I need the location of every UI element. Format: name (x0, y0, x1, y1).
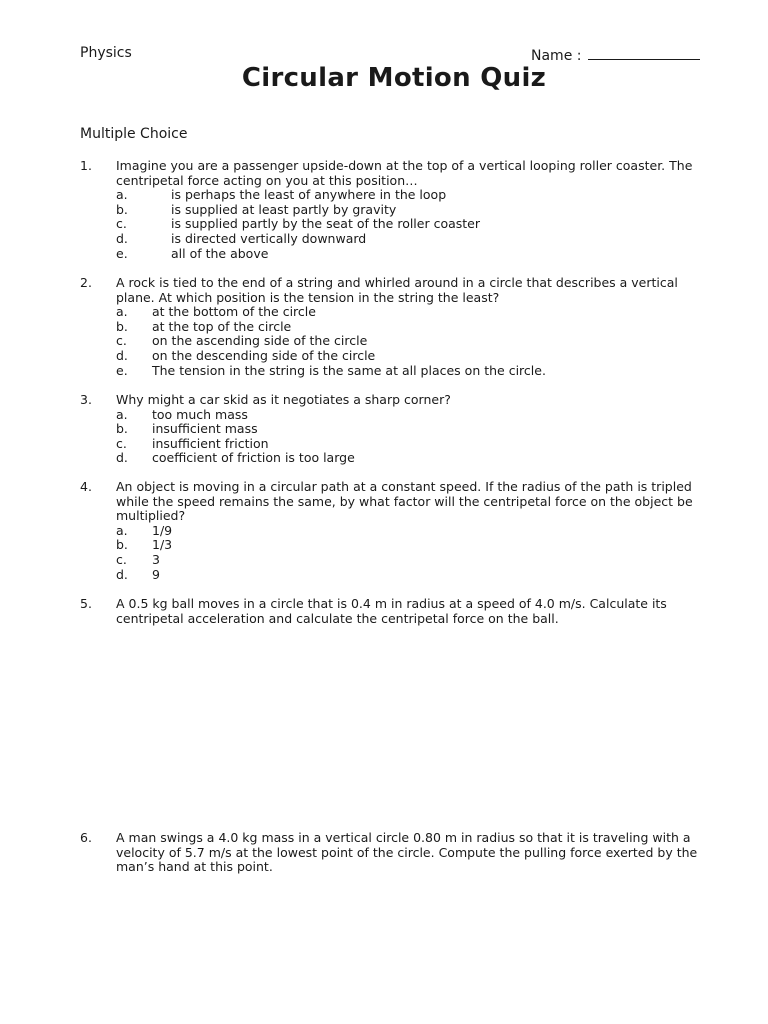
question-text: A rock is tied to the end of a string and whirled around in a circle that describes a vertical plane. At which position is the tension in the string the least? (116, 275, 678, 305)
question-6 (80, 831, 710, 875)
name-blank-line (588, 45, 700, 60)
option-letter: d. (116, 566, 128, 582)
option-c (116, 553, 710, 568)
option-text: is supplied at least partly by gravity (171, 201, 397, 217)
option-e (116, 364, 710, 379)
question-text: An object is moving in a circular path at a constant speed. If the radius of the path is tripled while the speed remains the same, by what factor will the centripetal force on the object be multiplied? (116, 479, 693, 524)
section-heading: Multiple Choice (80, 126, 188, 142)
question-number: 6. (80, 830, 92, 845)
name-field (531, 45, 700, 64)
question-text: Imagine you are a passenger upside-down at the top of a vertical looping roller coaster. The centripetal force acting on you at this position… (116, 158, 693, 188)
question-number: 2. (80, 275, 92, 290)
option-letter: c. (116, 551, 127, 567)
option-letter: a. (116, 304, 128, 320)
option-a (116, 305, 710, 320)
option-text: insufficient mass (152, 421, 258, 437)
option-letter: b. (116, 537, 128, 553)
option-letter: c. (116, 435, 127, 451)
option-c (116, 437, 710, 452)
option-b (116, 422, 710, 437)
option-letter: e. (116, 245, 128, 261)
option-a (116, 524, 710, 539)
option-e (116, 247, 710, 262)
option-c (116, 217, 710, 232)
option-letter: a. (116, 406, 128, 422)
option-d (116, 232, 710, 247)
option-letter: e. (116, 362, 128, 378)
option-d (116, 349, 710, 364)
option-b (116, 203, 710, 218)
option-a (116, 408, 710, 423)
name-label: Name : (531, 48, 582, 64)
option-letter: d. (116, 450, 128, 466)
option-b (116, 538, 710, 553)
option-letter: d. (116, 230, 128, 246)
option-text: is supplied partly by the seat of the roller coaster (171, 216, 481, 232)
option-text: too much mass (152, 406, 248, 422)
option-letter: d. (116, 347, 128, 363)
option-text: at the bottom of the circle (152, 304, 316, 320)
option-letter: b. (116, 318, 128, 334)
option-text: 1/3 (152, 537, 173, 553)
option-letter: c. (116, 216, 127, 232)
question-5 (80, 597, 710, 626)
option-text: 9 (152, 566, 160, 582)
option-text: all of the above (171, 245, 269, 261)
option-letter: c. (116, 333, 127, 349)
question-number: 3. (80, 392, 92, 407)
question-text: A 0.5 kg ball moves in a circle that is 0.4 m in radius at a speed of 4.0 m/s. Calculate its centripetal acceleration and calculate the centripetal force on the ball. (116, 596, 667, 626)
option-text: on the ascending side of the circle (152, 333, 368, 349)
question-number: 1. (80, 158, 92, 173)
subject-label: Physics (80, 45, 132, 61)
question-4 (80, 480, 710, 582)
question-3 (80, 393, 710, 466)
option-text: 3 (152, 551, 160, 567)
option-c (116, 334, 710, 349)
question-text: A man swings a 4.0 kg mass in a vertical circle 0.80 m in radius so that it is traveling with a velocity of 5.7 m/s at the lowest point of the circle. Compute the pulling force exerted by the man’s hand at this point. (116, 830, 698, 875)
option-text: is directed vertically downward (171, 230, 367, 246)
page-title: Circular Motion Quiz (241, 63, 547, 93)
question-text: Why might a car skid as it negotiates a sharp corner? (116, 392, 451, 407)
option-text: is perhaps the least of anywhere in the loop (171, 187, 447, 203)
option-text: insufficient friction (152, 435, 269, 451)
question-number: 4. (80, 479, 92, 494)
option-text: on the descending side of the circle (152, 347, 376, 363)
question-2 (80, 276, 710, 378)
option-text: 1/9 (152, 522, 173, 538)
option-text: at the top of the circle (152, 318, 292, 334)
option-d (116, 568, 710, 583)
option-b (116, 320, 710, 335)
option-text: coefficient of friction is too large (152, 450, 355, 466)
question-number: 5. (80, 596, 92, 611)
option-letter: a. (116, 522, 128, 538)
option-letter: a. (116, 187, 128, 203)
option-a (116, 188, 710, 203)
option-letter: b. (116, 421, 128, 437)
option-d (116, 451, 710, 466)
question-1 (80, 159, 710, 261)
option-letter: b. (116, 201, 128, 217)
option-text: The tension in the string is the same at all places on the circle. (152, 362, 546, 378)
